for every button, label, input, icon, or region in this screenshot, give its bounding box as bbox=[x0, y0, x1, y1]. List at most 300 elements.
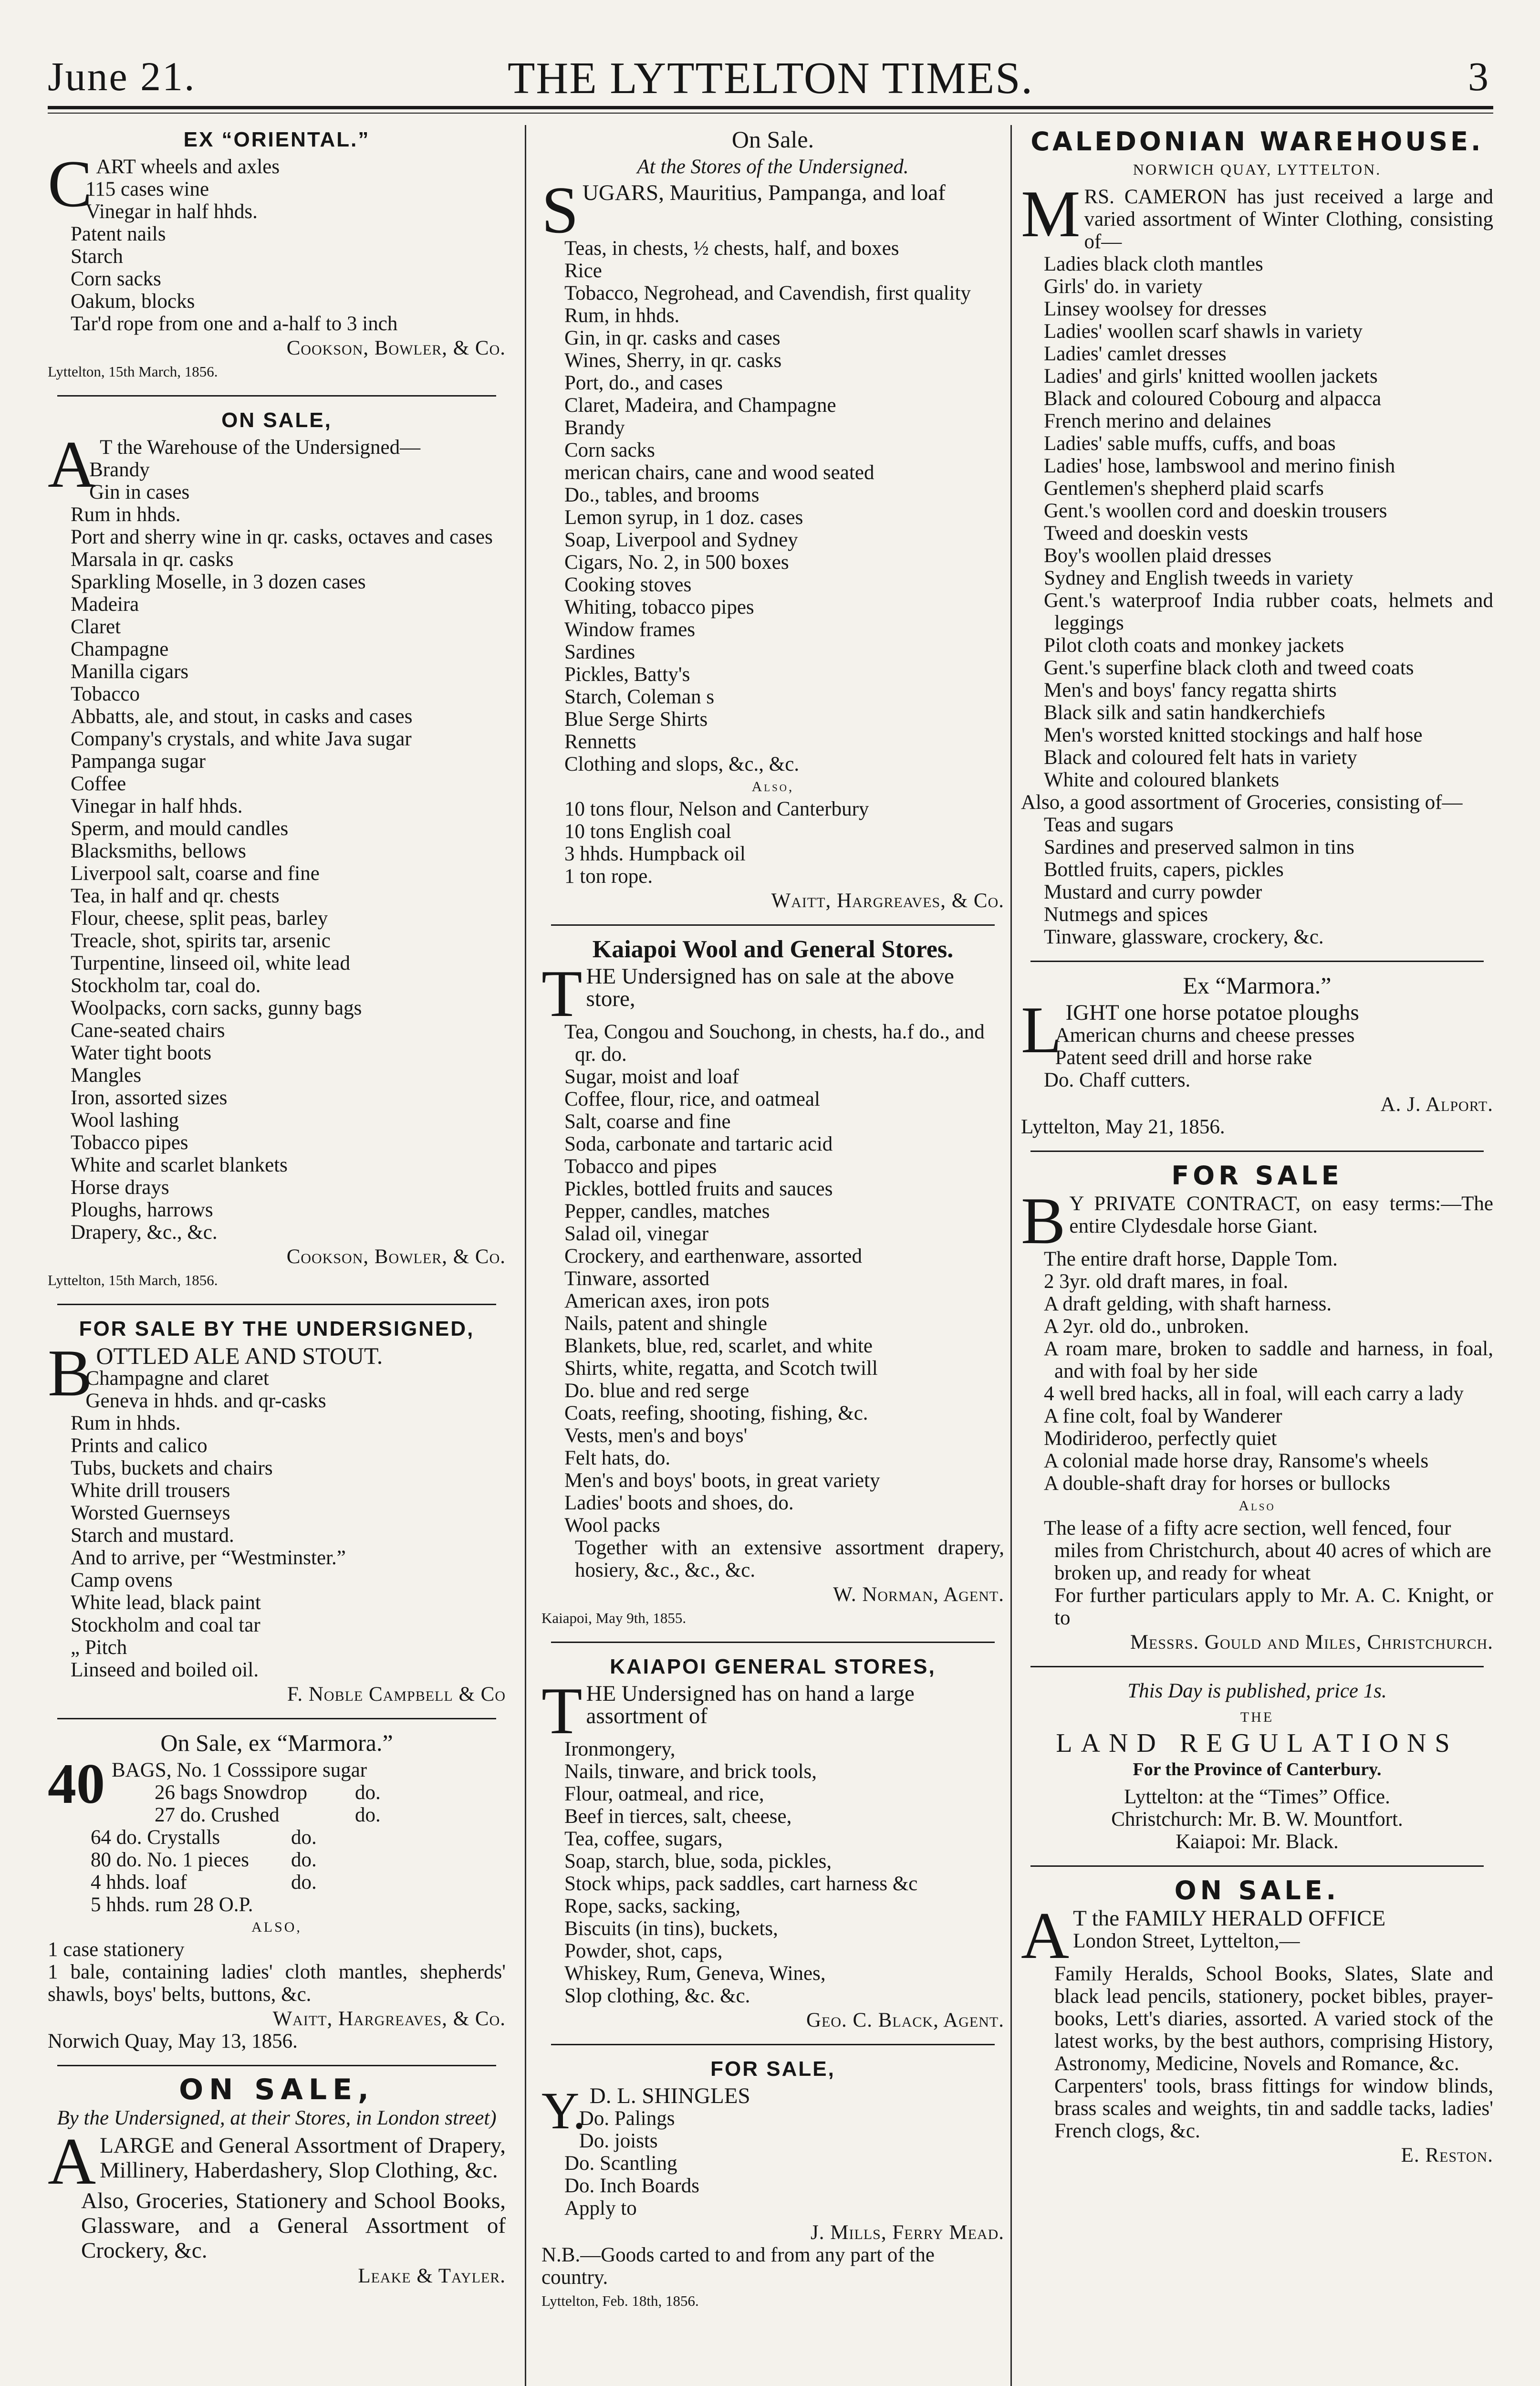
item-list bbox=[541, 237, 1004, 775]
list-line: Christchurch: Mr. B. W. Mountfort. bbox=[1111, 1808, 1403, 1831]
column-2 bbox=[541, 126, 1004, 2386]
drop-cap: A bbox=[1021, 1899, 1070, 1973]
page-number: 3 bbox=[1468, 53, 1488, 99]
list-line: Crockery, and earthenware, assorted bbox=[564, 1245, 863, 1267]
ad-heading: CALEDONIAN WAREHOUSE. bbox=[1030, 126, 1484, 157]
list-line: Men's worsted knitted stockings and half hose bbox=[1044, 724, 1423, 746]
list-line: Biscuits (in tins), buckets, bbox=[564, 1917, 778, 1940]
list-line: Ladies' and girls' knitted woollen jackets bbox=[1044, 365, 1378, 387]
ad-land-regulations bbox=[1021, 1680, 1493, 1853]
sugar-row: 80 do. No. 1 pieces do. bbox=[91, 1849, 317, 1871]
publication-subtitle: For the Province of Canterbury. bbox=[1133, 1759, 1382, 1779]
ad-heading: EX “ORIENTAL.” bbox=[183, 128, 370, 151]
ad-first-line: BAGS, No. 1 Cosssipore sugar bbox=[112, 1759, 367, 1781]
list-line: Cane-seated chairs bbox=[71, 1019, 225, 1042]
list-line: Claret bbox=[71, 616, 121, 638]
drop-cap: A bbox=[48, 428, 96, 502]
list-line: Soap, starch, blue, soda, pickles, bbox=[564, 1850, 832, 1873]
list-line: Black and coloured felt hats in variety bbox=[1044, 746, 1357, 769]
list-line: Sydney and English tweeds in variety bbox=[1044, 567, 1353, 589]
ad-heading: ON SALE. bbox=[1174, 1875, 1340, 1905]
advertiser-signature: A. J. Alport. bbox=[1380, 1093, 1493, 1116]
drop-cap: C bbox=[48, 147, 93, 221]
list-line: Starch bbox=[71, 245, 123, 268]
list-line: Tinware, assorted bbox=[564, 1267, 710, 1290]
list-line: Water tight boots bbox=[71, 1042, 212, 1064]
list-line: Men's and boys' boots, in great variety bbox=[564, 1469, 880, 1492]
list-line: Do. Scantling bbox=[564, 2152, 677, 2175]
ad-address: London Street, Lyttelton,— bbox=[1073, 1930, 1300, 1952]
list-line: Pickles, bottled fruits and sauces bbox=[564, 1178, 833, 1200]
list-line: Abbatts, ale, and stout, in casks and cases bbox=[71, 705, 413, 728]
ad-first-line: HE Undersigned has on sale at the above store, bbox=[586, 964, 954, 1011]
advertiser-signature: J. Mills, Ferry Mead. bbox=[811, 2221, 1004, 2244]
ad-text: For further particulars apply to Mr. A. C. Knight, or to bbox=[1054, 1584, 1493, 1629]
list-line: Rice bbox=[564, 260, 602, 282]
list-line: Wool packs bbox=[564, 1514, 660, 1537]
list-line: Tea, in half and qr. chests bbox=[71, 885, 280, 907]
item-list bbox=[1021, 814, 1493, 948]
ad-bottled-ale bbox=[48, 1318, 506, 1706]
list-line: Beef in tierces, salt, cheese, bbox=[564, 1805, 792, 1828]
list-line: Ladies black cloth mantles bbox=[1044, 253, 1263, 275]
ad-heading: Ex “Marmora.” bbox=[1183, 972, 1332, 999]
masthead-rule-thin bbox=[48, 113, 1493, 114]
ad-subheading: By the Undersigned, at their Stores, in London street) bbox=[57, 2107, 497, 2129]
publication-title: LAND REGULATIONS bbox=[1056, 1728, 1458, 1758]
list-line: Ladies' woollen scarf shawls in variety bbox=[1044, 320, 1363, 343]
list-line: Gent.'s superfine black cloth and tweed coats bbox=[1044, 657, 1414, 679]
newspaper-title: THE LYTTELTON TIMES. bbox=[508, 53, 1033, 103]
list-line: Flour, oatmeal, and rice, bbox=[564, 1783, 764, 1805]
advertiser-signature: Waitt, Hargreaves, & Co. bbox=[771, 890, 1004, 912]
list-line: Soap, Liverpool and Sydney bbox=[564, 529, 798, 551]
outlet-list bbox=[1021, 1786, 1493, 1853]
ad-heading: ON SALE, bbox=[221, 408, 332, 432]
list-line: Woolpacks, corn sacks, gunny bags bbox=[71, 997, 362, 1019]
list-line: Nails, tinware, and brick tools, bbox=[564, 1760, 817, 1783]
list-line: Manilla cigars bbox=[71, 660, 189, 683]
list-line: A double-shaft dray for horses or bullocks bbox=[1044, 1472, 1391, 1495]
also-note: Also bbox=[1238, 1498, 1276, 1514]
list-line: Pampanga sugar bbox=[71, 750, 206, 773]
list-line: A 2yr. old do., unbroken. bbox=[1044, 1315, 1249, 1338]
ad-text: N.B.—Goods carted to and from any part of the country. bbox=[541, 2244, 935, 2289]
list-line: Do. Chaff cutters. bbox=[1044, 1069, 1191, 1091]
list-line: Champagne and claret bbox=[85, 1367, 269, 1390]
sugar-row: 5 hhds. rum 28 O.P. bbox=[91, 1894, 253, 1916]
list-line: 3 hhds. Humpback oil bbox=[564, 843, 746, 865]
list-line: The entire draft horse, Dapple Tom. bbox=[1044, 1248, 1338, 1270]
list-line: 4 well bred hacks, all in foal, will each carry a lady bbox=[1044, 1382, 1464, 1405]
masthead-rule bbox=[48, 106, 1493, 109]
ad-heading: On Sale, ex “Marmora.” bbox=[160, 1729, 393, 1756]
list-line: Camp ovens bbox=[71, 1569, 173, 1591]
advertiser-signature: Cookson, Bowler, & Co. bbox=[286, 1245, 506, 1268]
separator bbox=[1030, 1666, 1484, 1667]
ad-kaiapoi-wool bbox=[541, 938, 1004, 1629]
list-line: Gent.'s waterproof India rubber coats, helmets and leggings bbox=[1044, 589, 1493, 634]
list-line: Powder, shot, caps, bbox=[564, 1940, 723, 1962]
list-line: A roam mare, broken to saddle and harness, in foal, and with foal by her side bbox=[1044, 1338, 1493, 1382]
list-line: merican chairs, cane and wood seated bbox=[564, 461, 874, 484]
list-line: Port, do., and cases bbox=[564, 372, 723, 394]
list-line: Tubs, buckets and chairs bbox=[71, 1457, 273, 1479]
list-line: Vinegar in half hhds. bbox=[85, 200, 258, 223]
advertiser-signature: Cookson, Bowler, & Co. bbox=[286, 337, 506, 359]
list-line: A fine colt, foal by Wanderer bbox=[1044, 1405, 1282, 1427]
advertiser-signature: Messrs. Gould and Miles, Christchurch. bbox=[1130, 1631, 1493, 1653]
list-line: Patent seed drill and horse rake bbox=[1055, 1046, 1312, 1069]
list-line: A draft gelding, with shaft harness. bbox=[1044, 1293, 1332, 1315]
list-line: Vests, men's and boys' bbox=[564, 1424, 748, 1447]
list-line: Blankets, blue, red, scarlet, and white bbox=[564, 1335, 873, 1357]
list-line: Ladies' hose, lambswool and merino finish bbox=[1044, 455, 1395, 477]
sugar-row: 27 do. Crushed do. bbox=[155, 1804, 381, 1826]
list-line: Starch, Coleman s bbox=[564, 686, 715, 708]
list-line: Champagne bbox=[71, 638, 169, 660]
list-line: Tar'd rope from one and a-half to 3 inch bbox=[71, 313, 398, 335]
ad-line: 1 bale, containing ladies' cloth mantles, shepherds' shawls, boys' belts, buttons, &c. bbox=[48, 1961, 506, 2006]
separator bbox=[57, 2065, 496, 2066]
advertiser-signature: W. Norman, Agent. bbox=[833, 1583, 1004, 1606]
list-line: Pilot cloth coats and monkey jackets bbox=[1044, 634, 1344, 657]
list-line: American axes, iron pots bbox=[564, 1290, 770, 1312]
ad-text: Carpenters' tools, brass fittings for window blinds, brass scales and weights, tin and saddle tacks, ladies' French clogs, &c. bbox=[1054, 2075, 1493, 2142]
drop-cap: B bbox=[48, 1336, 93, 1410]
list-line: Worsted Guernseys bbox=[71, 1502, 230, 1524]
list-line: Linsey woolsey for dresses bbox=[1044, 298, 1267, 320]
list-line: Do. joists bbox=[579, 2130, 658, 2152]
list-line: Treacle, shot, spirits tar, arsenic bbox=[71, 930, 331, 952]
drop-cap: L bbox=[1021, 993, 1062, 1067]
list-line: Tobacco pipes bbox=[71, 1131, 188, 1154]
list-line: Gin in cases bbox=[89, 481, 190, 503]
list-line: Brandy bbox=[564, 417, 625, 439]
list-line: Apply to bbox=[564, 2197, 637, 2219]
list-line: Black and coloured Cobourg and alpacca bbox=[1044, 387, 1382, 410]
list-line: Do. Inch Boards bbox=[564, 2175, 700, 2197]
column-1 bbox=[48, 126, 506, 2386]
list-line: And to arrive, per “Westminster.” bbox=[71, 1547, 346, 1569]
item-list bbox=[48, 459, 506, 1244]
list-line: Tinware, glassware, crockery, &c. bbox=[1044, 926, 1324, 948]
list-line: Tobacco bbox=[71, 683, 140, 705]
list-line: Teas, in chests, ½ chests, half, and boxes bbox=[564, 237, 899, 260]
separator bbox=[57, 395, 496, 397]
column-divider bbox=[525, 125, 526, 2386]
list-line: Do., tables, and brooms bbox=[564, 484, 760, 506]
list-line: Slop clothing, &c. &c. bbox=[564, 1985, 750, 2007]
list-line: Stockholm tar, coal do. bbox=[71, 974, 261, 997]
list-line: Coats, reefing, shooting, fishing, &c. bbox=[564, 1402, 868, 1424]
list-line: French merino and delaines bbox=[1044, 410, 1271, 432]
separator bbox=[551, 2044, 995, 2045]
list-line: Girls' do. in variety bbox=[1044, 275, 1203, 298]
drop-cap: A bbox=[48, 2124, 96, 2198]
ad-first-line: ART wheels and axles bbox=[96, 156, 280, 178]
ad-first-line: UGARS, Mauritius, Pampanga, and loaf bbox=[582, 180, 946, 205]
list-line: Rope, sacks, sacking, bbox=[564, 1895, 741, 1917]
list-line: Tobacco and pipes bbox=[564, 1155, 717, 1178]
list-line: Pepper, candles, matches bbox=[564, 1200, 770, 1223]
item-list bbox=[1021, 1024, 1493, 1091]
list-line: Window frames bbox=[564, 618, 696, 641]
list-line: Soda, carbonate and tartaric acid bbox=[564, 1133, 833, 1155]
list-line: Liverpool salt, coarse and fine bbox=[71, 862, 320, 885]
ad-heading: KAIAPOI GENERAL STORES, bbox=[610, 1655, 936, 1678]
list-line: Brandy bbox=[89, 459, 150, 481]
list-line: Prints and calico bbox=[71, 1434, 208, 1457]
list-line: Mangles bbox=[71, 1064, 142, 1087]
dateline: Norwich Quay, May 13, 1856. bbox=[48, 2030, 298, 2052]
list-line: Gent.'s woollen cord and doeskin trousers bbox=[1044, 500, 1387, 522]
ad-first-line: RS. CAMERON has just received a large and varied assortment of Winter Clothing, consisting of— bbox=[1084, 186, 1493, 253]
sugar-row: 4 hhds. loaf do. bbox=[91, 1871, 317, 1894]
item-list bbox=[48, 1367, 506, 1681]
list-line: Tea, Congou and Souchong, in chests, ha.f do., and qr. do. bbox=[564, 1021, 985, 1066]
list-line: Rennetts bbox=[564, 731, 636, 753]
list-line: „ Pitch bbox=[71, 1636, 127, 1659]
advertiser-signature: Leake & Tayler. bbox=[358, 2265, 506, 2287]
list-line: Sparkling Moselle, in 3 dozen cases bbox=[71, 571, 366, 593]
list-line: Starch and mustard. bbox=[71, 1524, 234, 1547]
list-line: Linseed and boiled oil. bbox=[71, 1659, 259, 1681]
list-line: 1 ton rope. bbox=[564, 865, 653, 888]
list-line: Horse drays bbox=[71, 1176, 169, 1199]
item-list bbox=[541, 2107, 1004, 2219]
list-line: Blue Serge Shirts bbox=[564, 708, 708, 731]
list-line: Corn sacks bbox=[71, 268, 161, 290]
list-line: Rum in hhds. bbox=[71, 1412, 181, 1434]
advertiser-signature: Waitt, Hargreaves, & Co. bbox=[272, 2008, 506, 2030]
list-line: Nails, patent and shingle bbox=[564, 1312, 768, 1335]
ad-line: 1 case stationery bbox=[48, 1938, 185, 1961]
sugar-row: 64 do. Crystalls do. bbox=[91, 1826, 317, 1849]
dateline: Lyttelton, 15th March, 1856. bbox=[48, 1272, 218, 1288]
ad-heading: On Sale. bbox=[731, 126, 814, 153]
item-list bbox=[541, 1021, 1004, 1537]
advertiser-signature: E. Reston. bbox=[1401, 2144, 1493, 2166]
separator bbox=[1030, 1865, 1484, 1867]
ad-ex-oriental bbox=[48, 128, 506, 383]
list-line: Coffee, flour, rice, and oatmeal bbox=[564, 1088, 820, 1110]
list-line: Ironmongery, bbox=[564, 1738, 676, 1760]
ad-first-line: IGHT one horse potatoe ploughs bbox=[1065, 1000, 1359, 1025]
list-line: Tea, coffee, sugars, bbox=[564, 1828, 723, 1850]
list-line: Company's crystals, and white Java sugar bbox=[71, 728, 412, 750]
ad-shingles bbox=[541, 2058, 1004, 2312]
separator bbox=[57, 1304, 496, 1305]
list-line: White drill trousers bbox=[71, 1479, 230, 1502]
list-line: Blacksmiths, bellows bbox=[71, 840, 246, 862]
publication-intro: This Day is published, price 1s. bbox=[1127, 1680, 1387, 1702]
list-line: Rum in hhds. bbox=[71, 503, 181, 526]
list-line: Geneva in hhds. and qr-casks bbox=[85, 1390, 326, 1412]
list-line: Wool lashing bbox=[71, 1109, 179, 1131]
list-line: Sardines bbox=[564, 641, 635, 663]
ad-heading: FOR SALE, bbox=[710, 2057, 835, 2081]
list-line: Stockholm and coal tar bbox=[71, 1614, 260, 1636]
list-line: Rum, in hhds. bbox=[564, 304, 680, 327]
item-list bbox=[1021, 1248, 1493, 1495]
advertiser-signature: F. Noble Campbell & Co bbox=[287, 1683, 506, 1706]
separator bbox=[551, 924, 995, 926]
separator bbox=[1030, 1151, 1484, 1152]
list-line: Black silk and satin handkerchiefs bbox=[1044, 701, 1325, 724]
ad-on-sale-warehouse bbox=[48, 409, 506, 1291]
list-line: Lyttelton: at the “Times” Office. bbox=[1124, 1786, 1390, 1808]
list-line: Port and sherry wine in qr. casks, octaves and cases bbox=[71, 526, 493, 548]
list-line: Tobacco, Negrohead, and Cavendish, first quality bbox=[564, 282, 971, 304]
drop-cap: M bbox=[1021, 177, 1081, 251]
item-list bbox=[48, 178, 506, 335]
ad-first-line: D. L. SHINGLES bbox=[589, 2083, 750, 2108]
ad-text: Also, Groceries, Stationery and School Books, Glassware, and a General Assortment of Crockery, &c. bbox=[81, 2188, 506, 2263]
list-line: Ploughs, harrows bbox=[71, 1199, 213, 1221]
list-line: Sardines and preserved salmon in tins bbox=[1044, 836, 1354, 858]
ad-on-sale-stores bbox=[541, 128, 1004, 912]
list-line: 10 tons English coal bbox=[564, 820, 731, 843]
item-list bbox=[1021, 1517, 1493, 1584]
list-line: Cigars, No. 2, in 500 boxes bbox=[564, 551, 789, 574]
dateline: Lyttelton, Feb. 18th, 1856. bbox=[541, 2292, 699, 2309]
list-line: Stock whips, pack saddles, cart harness &c bbox=[564, 1873, 918, 1895]
list-line: Teas and sugars bbox=[1044, 814, 1174, 836]
list-line: Modirideroo, perfectly quiet bbox=[1044, 1427, 1277, 1450]
sugar-table bbox=[48, 1781, 506, 1916]
list-line: Do. blue and red serge bbox=[564, 1380, 749, 1402]
list-line: Shirts, white, regatta, and Scotch twill bbox=[564, 1357, 878, 1380]
also-note: ALSO, bbox=[251, 1919, 302, 1935]
list-line: Boy's woollen plaid dresses bbox=[1044, 544, 1272, 567]
separator bbox=[551, 1642, 995, 1643]
list-line: Corn sacks bbox=[564, 439, 655, 461]
list-line: Pickles, Batty's bbox=[564, 663, 690, 686]
separator bbox=[1030, 961, 1484, 962]
list-line: American churns and cheese presses bbox=[1055, 1024, 1355, 1046]
ad-ex-marmora-sugar bbox=[48, 1729, 506, 2052]
list-line: Nutmegs and spices bbox=[1044, 903, 1208, 926]
list-line: Cooking stoves bbox=[564, 574, 692, 596]
list-line: Flour, cheese, split peas, barley bbox=[71, 907, 328, 930]
item-list bbox=[1021, 253, 1493, 791]
drop-cap: S bbox=[541, 173, 579, 247]
list-line: Gin, in qr. casks and cases bbox=[564, 327, 780, 349]
list-line: Ladies' camlet dresses bbox=[1044, 343, 1227, 365]
list-line: Salt, coarse and fine bbox=[564, 1110, 731, 1133]
ad-text: Together with an extensive assortment drapery, hosiery, &c., &c., &c. bbox=[575, 1537, 1004, 1581]
list-line: 115 cases wine bbox=[85, 178, 209, 200]
list-line: Drapery, &c., &c. bbox=[71, 1221, 218, 1244]
list-line: Sugar, moist and loaf bbox=[564, 1066, 739, 1088]
list-line: Lemon syrup, in 1 doz. cases bbox=[564, 506, 803, 529]
list-line: Turpentine, linseed oil, white lead bbox=[71, 952, 350, 974]
drop-cap: T bbox=[541, 957, 583, 1031]
list-line: Claret, Madeira, and Champagne bbox=[564, 394, 836, 417]
list-line: Felt hats, do. bbox=[564, 1447, 671, 1469]
drop-cap: T bbox=[541, 1674, 583, 1748]
list-line: Kaiapoi: Mr. Black. bbox=[1176, 1831, 1339, 1853]
list-line: Do. Palings bbox=[579, 2107, 675, 2130]
ad-first-line: OTTLED ALE AND STOUT. bbox=[96, 1342, 383, 1369]
list-line: Salad oil, vinegar bbox=[564, 1223, 709, 1245]
list-line: Patent nails bbox=[71, 223, 166, 245]
list-line: Whiting, tobacco pipes bbox=[564, 596, 754, 618]
list-line: 2 3yr. old draft mares, in foal. bbox=[1044, 1270, 1289, 1293]
list-line: 10 tons flour, Nelson and Canterbury bbox=[564, 798, 869, 820]
list-line: Sperm, and mould candles bbox=[71, 817, 289, 840]
ad-first-line: Y PRIVATE CONTRACT, on easy terms:—The entire Clydesdale horse Giant. bbox=[1069, 1193, 1493, 1237]
dateline: Lyttelton, May 21, 1856. bbox=[1021, 1116, 1225, 1138]
issue-date: June 21. bbox=[48, 53, 196, 99]
ad-first-line: T the Warehouse of the Undersigned— bbox=[100, 436, 421, 459]
list-line: Whiskey, Rum, Geneva, Wines, bbox=[564, 1962, 826, 1985]
list-line: The lease of a fifty acre section, well fenced, four miles from Christchurch, about 40 acres of which are broken up, and ready for wheat bbox=[1044, 1517, 1491, 1584]
list-line: Coffee bbox=[71, 773, 126, 795]
list-line: Tweed and doeskin vests bbox=[1044, 522, 1249, 544]
ad-heading: FOR SALE bbox=[1171, 1161, 1343, 1191]
list-line: A colonial made horse dray, Ransome's wheels bbox=[1044, 1450, 1429, 1472]
list-line: Madeira bbox=[71, 593, 139, 616]
ad-kaiapoi-general bbox=[541, 1655, 1004, 2031]
list-line: Ladies' sable muffs, cuffs, and boas bbox=[1044, 432, 1336, 455]
list-line: Iron, assorted sizes bbox=[71, 1087, 228, 1109]
separator bbox=[57, 1718, 496, 1719]
dateline: Lyttelton, 15th March, 1856. bbox=[48, 363, 218, 380]
list-line: Clothing and slops, &c., &c. bbox=[564, 753, 800, 775]
drop-cap: Y. bbox=[541, 2082, 586, 2140]
ad-family-herald bbox=[1021, 1875, 1493, 2166]
list-line: Gentlemen's shepherd plaid scarfs bbox=[1044, 477, 1324, 500]
ad-leake-tayler bbox=[48, 2073, 506, 2287]
column-3 bbox=[1021, 126, 1493, 2386]
ad-subheading: NORWICH QUAY, LYTTELTON. bbox=[1133, 161, 1382, 178]
list-line: Mustard and curry powder bbox=[1044, 881, 1262, 903]
masthead bbox=[48, 43, 1493, 115]
list-line: White and coloured blankets bbox=[1044, 769, 1280, 791]
drop-number: 40 bbox=[48, 1752, 105, 1815]
list-line: Oakum, blocks bbox=[71, 290, 195, 313]
list-line: White lead, black paint bbox=[71, 1591, 261, 1614]
also-note: Also, bbox=[751, 779, 794, 795]
ad-heading: Kaiapoi Wool and General Stores. bbox=[592, 936, 954, 963]
dateline: Kaiapoi, May 9th, 1855. bbox=[541, 1610, 687, 1626]
ad-text: Also, a good assortment of Groceries, consisting of— bbox=[1021, 791, 1463, 814]
item-list bbox=[541, 798, 1004, 888]
ad-caledonian-warehouse bbox=[1021, 126, 1493, 948]
list-line: Vinegar in half hhds. bbox=[71, 795, 243, 817]
advertiser-signature: Geo. C. Black, Agent. bbox=[806, 2009, 1004, 2031]
list-line: Bottled fruits, capers, pickles bbox=[1044, 858, 1284, 881]
ad-subheading: At the Stores of the Undersigned. bbox=[637, 156, 909, 178]
ad-text: LARGE and General Assortment of Drapery, Millinery, Haberdashery, Slop Clothing, &c. bbox=[100, 2133, 506, 2183]
ad-heading: FOR SALE BY THE UNDERSIGNED, bbox=[79, 1317, 475, 1340]
list-line: Marsala in qr. casks bbox=[71, 548, 234, 571]
ad-first-line: HE Undersigned has on hand a large assortment of bbox=[586, 1681, 915, 1728]
list-line: White and scarlet blankets bbox=[71, 1154, 288, 1176]
list-line: Wines, Sherry, in qr. casks bbox=[564, 349, 782, 372]
list-line: Ladies' boots and shoes, do. bbox=[564, 1492, 794, 1514]
ad-text: Family Heralds, School Books, Slates, Slate and black lead pencils, stationery, pocket bibles, prayer-books, Lett's diaries, assorted. A varied stock of the latest works, by the best authors, comprising History, Astronomy, Medicine, Novels and Romance, &c. bbox=[1054, 1963, 1493, 2075]
column-divider bbox=[1010, 125, 1012, 2386]
drop-cap: B bbox=[1021, 1184, 1066, 1258]
list-line: Men's and boys' fancy regatta shirts bbox=[1044, 679, 1337, 701]
ad-first-line: T the FAMILY HERALD OFFICE bbox=[1073, 1906, 1386, 1931]
ad-heading: ON SALE, bbox=[179, 2073, 375, 2106]
item-list bbox=[541, 1738, 1004, 2007]
sugar-row: 26 bags Snowdrop do. bbox=[155, 1781, 381, 1804]
